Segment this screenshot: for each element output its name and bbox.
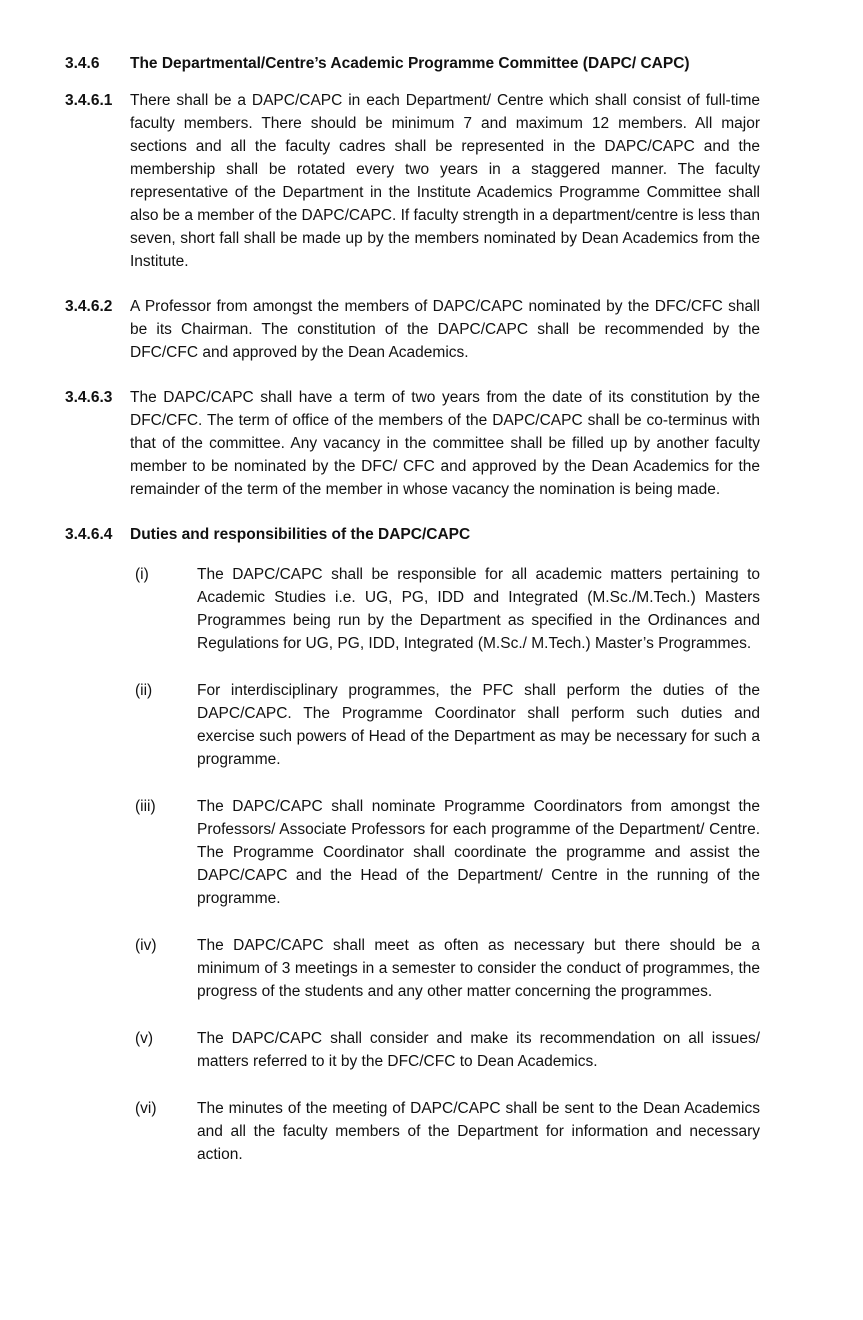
clause-text: A Professor from amongst the members of DAPC/CAPC nominated by the DFC/CFC shall be its Chairman. The constitution of the DAPC/CAPC shall be recommended by the DFC/CFC and approved by the Dean Academics. (130, 298, 760, 361)
list-item-text: The DAPC/CAPC shall be responsible for all academic matters pertaining to Academic Studies i.e. UG, PG, IDD and Integrated (M.Sc./M.Tech.) Masters Programmes being run by the Department as specified in the Ordinances and Regulations for UG, PG, IDD, Integrated (M.Sc./ M.Tech.) Master’s Programmes. (197, 566, 760, 652)
list-item (65, 563, 760, 655)
clause (65, 386, 760, 501)
list-item-marker: (iv) (135, 937, 157, 954)
list-item-marker: (i) (135, 566, 149, 583)
list-item-text: The DAPC/CAPC shall consider and make its recommendation on all issues/ matters referred to it by the DFC/CFC to Dean Academics. (197, 1030, 760, 1070)
list-item (65, 795, 760, 910)
subsection-heading-number: 3.4.6.4 (65, 526, 113, 543)
clause-text: The DAPC/CAPC shall have a term of two years from the date of its constitution by the DFC/CFC. The term of office of the members of the DAPC/CAPC shall be co-terminus with that of the committee. Any vacancy in the committee shall be filled up by another faculty member to be nominated by the DFC/ CFC and approved by the Dean Academics for the remainder of the term of the member in whose vacancy the nomination is being made. (130, 389, 760, 498)
list-item-text: For interdisciplinary programmes, the PFC shall perform the duties of the DAPC/CAPC. The Programme Coordinator shall perform such duties and exercise such powers of Head of the Department as may be necessary for such a programme. (197, 682, 760, 768)
clause-number: 3.4.6.1 (65, 92, 113, 109)
list-item-text: The minutes of the meeting of DAPC/CAPC shall be sent to the Dean Academics and all the faculty members of the Department for information and necessary action. (197, 1100, 760, 1163)
list-item-text: The DAPC/CAPC shall meet as often as necessary but there should be a minimum of 3 meetings in a semester to consider the conduct of programmes, the progress of the students and any other matter concerning the programmes. (197, 937, 760, 1000)
list-item-marker: (ii) (135, 682, 153, 699)
duties-list (65, 563, 760, 1166)
list-item-marker: (vi) (135, 1100, 157, 1117)
clause (65, 295, 760, 364)
list-item (65, 1097, 760, 1166)
clause-number: 3.4.6.3 (65, 389, 113, 406)
list-item-marker: (iii) (135, 798, 156, 815)
list-item (65, 934, 760, 1003)
list-item-text: The DAPC/CAPC shall nominate Programme Coordinators from amongst the Professors/ Associate Professors for each programme of the Department/ Centre. The Programme Coordinator shall coordinate the programme and assist the DAPC/CAPC and the Head of the Department/ Centre in the running of the programme. (197, 798, 760, 907)
clause-number: 3.4.6.2 (65, 298, 113, 315)
clause-text: There shall be a DAPC/CAPC in each Department/ Centre which shall consist of full-time faculty members. There should be minimum 7 and maximum 12 members. All major sections and all the faculty cadres shall be represented in the DAPC/CAPC and the membership shall be rotated every two years in a staggered manner. The faculty representative of the Department in the Institute Academics Programme Committee shall also be a member of the DAPC/CAPC. If faculty strength in a department/centre is less than seven, short fall shall be made up by the members nominated by Dean Academics from the Institute. (130, 92, 760, 270)
clause (65, 89, 760, 273)
section-heading (65, 52, 760, 75)
section-heading-title: The Departmental/Centre’s Academic Programme Committee (DAPC/ CAPC) (130, 55, 690, 72)
list-item (65, 1027, 760, 1073)
list-item-marker: (v) (135, 1030, 154, 1047)
list-item (65, 679, 760, 771)
section-heading-number: 3.4.6 (65, 55, 100, 72)
subsection-heading-title: Duties and responsibilities of the DAPC/CAPC (130, 526, 471, 543)
subsection-heading (65, 523, 760, 546)
